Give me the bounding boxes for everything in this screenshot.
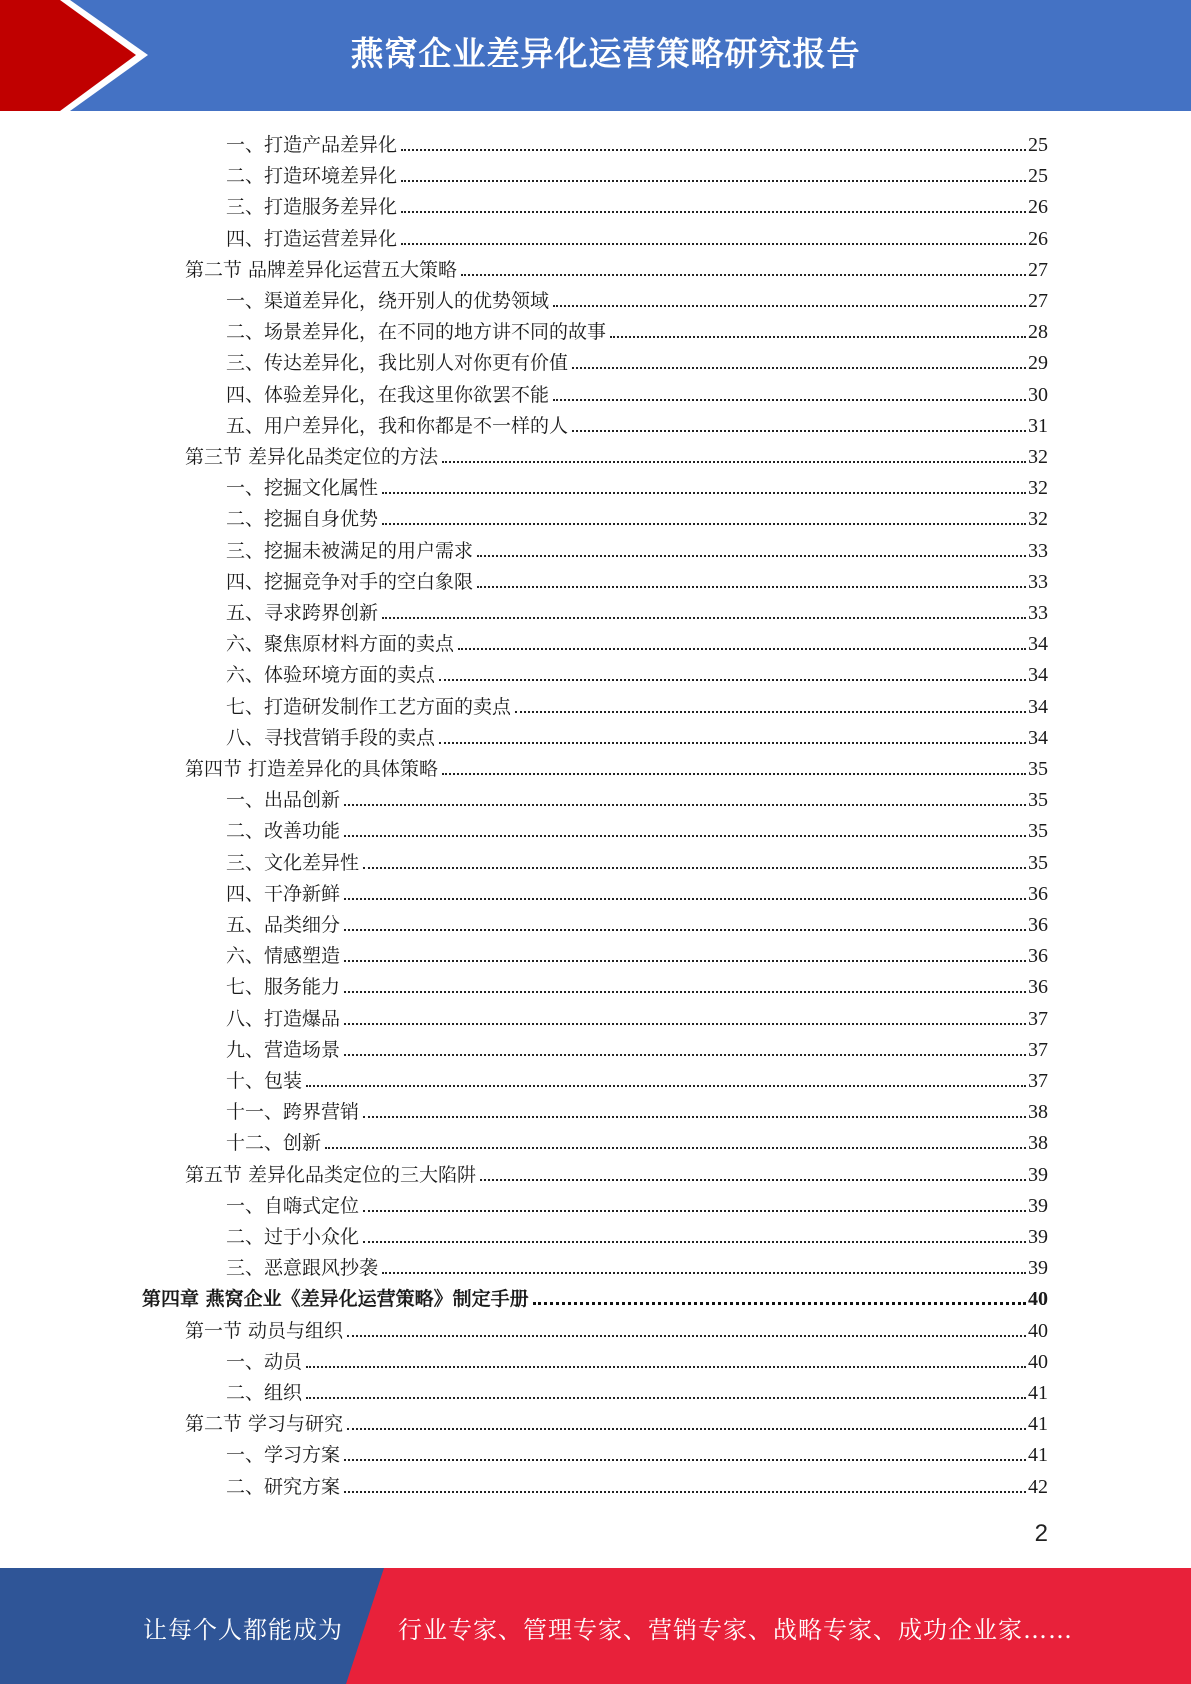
toc-entry-page: 37 [1028, 1038, 1048, 1061]
toc-entry[interactable] [226, 563, 1048, 594]
toc-dot-leader [553, 305, 1026, 307]
toc-dot-leader [344, 929, 1026, 931]
toc-entry[interactable] [226, 1124, 1048, 1155]
toc-dot-leader [515, 711, 1026, 713]
toc-dot-leader [344, 1491, 1026, 1493]
toc-dot-leader [553, 399, 1026, 401]
toc-entry-title: 一、自嗨式定位 [226, 1194, 360, 1217]
toc-dot-leader [401, 149, 1026, 151]
toc-entry-title: 一、挖掘文化属性 [226, 477, 379, 500]
toc-entry[interactable] [226, 126, 1048, 157]
toc-entry[interactable] [226, 719, 1048, 750]
toc-dot-leader [344, 1459, 1026, 1461]
toc-entry-page: 33 [1028, 539, 1048, 562]
toc-entry-page: 27 [1028, 290, 1048, 312]
toc-dot-leader [477, 586, 1026, 588]
toc-entry-page: 33 [1028, 602, 1048, 624]
toc-entry[interactable] [185, 251, 1048, 282]
toc-entry-title: 第四章 燕窝企业《差异化运营策略》制定手册 [142, 1288, 529, 1311]
toc-entry[interactable] [226, 812, 1048, 843]
toc-entry-title: 二、改善功能 [226, 820, 341, 843]
toc-dot-leader [477, 555, 1026, 557]
toc-entry-title: 三、挖掘未被满足的用户需求 [226, 539, 474, 562]
toc-entry-page: 35 [1028, 851, 1048, 874]
toc-dot-leader [610, 336, 1026, 338]
toc-entry-page: 27 [1028, 258, 1048, 281]
toc-dot-leader [363, 867, 1026, 869]
toc-entry-title: 四、干净新鲜 [226, 882, 341, 905]
toc-entry-page: 36 [1028, 914, 1048, 936]
page-number: 2 [1034, 1520, 1048, 1547]
toc-entry[interactable] [226, 157, 1048, 188]
toc-entry[interactable] [226, 656, 1048, 687]
toc-entry[interactable] [226, 407, 1048, 438]
toc-entry-page: 26 [1028, 227, 1048, 250]
toc-entry-title: 二、组织 [226, 1382, 303, 1404]
toc-entry-page: 39 [1028, 1257, 1048, 1280]
toc-entry[interactable] [226, 594, 1048, 625]
footer-slogan-right: 行业专家、管理专家、营销专家、战略专家、成功企业家…… [398, 1616, 1073, 1644]
toc-entry[interactable] [185, 1405, 1048, 1436]
toc-entry-page: 34 [1028, 664, 1048, 687]
page-title: 燕窝企业差异化运营策略研究报告 [350, 34, 861, 73]
toc-entry-page: 30 [1028, 383, 1048, 406]
toc-entry[interactable] [226, 1031, 1048, 1062]
toc-dot-leader [344, 804, 1026, 806]
toc-entry-title: 五、寻求跨界创新 [226, 602, 379, 624]
toc-dot-leader [401, 180, 1026, 182]
toc-entry-page: 40 [1028, 1350, 1048, 1373]
toc-entry[interactable] [185, 750, 1048, 781]
toc-entry[interactable] [226, 1187, 1048, 1218]
toc-dot-leader [458, 648, 1026, 650]
toc-dot-leader [344, 898, 1026, 900]
toc-entry-title: 一、渠道差异化，绕开别人的优势领域 [226, 290, 550, 312]
toc-entry[interactable] [226, 968, 1048, 999]
toc-entry-title: 十一、跨界营销 [226, 1101, 360, 1124]
toc-entry-page: 38 [1028, 1101, 1048, 1124]
toc-dot-leader [363, 1210, 1026, 1212]
toc-entry-title: 七、打造研发制作工艺方面的卖点 [226, 695, 512, 718]
toc-dot-leader [401, 211, 1026, 213]
toc-entry-title: 六、体验环境方面的卖点 [226, 664, 436, 687]
toc-entry-title: 三、传达差异化，我比别人对你更有价值 [226, 352, 569, 375]
toc-entry[interactable] [226, 1218, 1048, 1249]
footer-slogan-left: 让每个人都能成为 [143, 1616, 343, 1644]
toc-dot-leader [382, 1272, 1026, 1274]
toc-entry-title: 二、过于小众化 [226, 1226, 360, 1248]
toc-entry-page: 41 [1028, 1382, 1048, 1404]
toc-dot-leader [480, 1179, 1026, 1181]
toc-dot-leader [442, 773, 1026, 775]
toc-entry-title: 八、寻找营销手段的卖点 [226, 726, 436, 749]
toc-entry-title: 第二节 学习与研究 [185, 1413, 344, 1436]
toc-entry-page: 40 [1028, 1288, 1048, 1311]
toc-entry[interactable] [226, 1000, 1048, 1031]
toc-entry-page: 29 [1028, 352, 1048, 375]
toc-entry-title: 四、挖掘竞争对手的空白象限 [226, 570, 474, 593]
toc-entry-page: 39 [1028, 1194, 1048, 1217]
toc-entry-title: 一、出品创新 [226, 789, 341, 812]
toc-entry-page: 25 [1028, 134, 1048, 156]
toc-entry[interactable] [226, 937, 1048, 968]
toc-entry[interactable] [226, 1062, 1048, 1093]
toc-entry-title: 二、打造环境差异化 [226, 165, 398, 188]
toc-entry-title: 八、打造爆品 [226, 1007, 341, 1030]
toc-entry[interactable] [226, 906, 1048, 937]
toc-dot-leader [363, 1241, 1026, 1243]
toc-entry[interactable] [226, 282, 1048, 313]
toc-dot-leader [325, 1147, 1026, 1149]
toc-entry-page: 34 [1028, 695, 1048, 718]
toc-entry-page: 36 [1028, 945, 1048, 968]
toc-dot-leader [382, 523, 1026, 525]
toc-entry-page: 34 [1028, 726, 1048, 749]
toc-entry[interactable] [226, 1343, 1048, 1374]
toc-entry-page: 33 [1028, 570, 1048, 593]
toc-entry[interactable] [226, 220, 1048, 251]
toc-entry-page: 37 [1028, 1070, 1048, 1092]
toc-entry-page: 41 [1028, 1413, 1048, 1436]
toc-dot-leader [344, 1054, 1026, 1056]
toc-entry-page: 35 [1028, 758, 1048, 780]
toc-dot-leader [306, 1366, 1026, 1368]
toc-dot-leader [442, 461, 1026, 463]
toc-entry-page: 26 [1028, 196, 1048, 219]
toc-entry-title: 二、场景差异化，在不同的地方讲不同的故事 [226, 321, 607, 344]
toc-entry-title: 五、品类细分 [226, 914, 341, 936]
toc-entry-title: 十二、创新 [226, 1132, 322, 1155]
toc-entry-page: 38 [1028, 1132, 1048, 1155]
toc-dot-leader [306, 1397, 1026, 1399]
toc-entry[interactable] [226, 188, 1048, 219]
toc-entry-title: 七、服务能力 [226, 976, 341, 999]
page-footer [0, 1568, 1191, 1684]
toc-entry[interactable] [226, 625, 1048, 656]
toc-entry-page: 32 [1028, 446, 1048, 468]
toc-entry-title: 第二节 品牌差异化运营五大策略 [185, 258, 458, 281]
toc-entry-title: 三、恶意跟风抄袭 [226, 1257, 379, 1280]
toc-dot-leader [344, 991, 1026, 993]
toc-entry-title: 九、营造场景 [226, 1038, 341, 1061]
toc-entry-title: 第一节 动员与组织 [185, 1319, 344, 1342]
toc-entry-title: 第三节 差异化品类定位的方法 [185, 446, 439, 468]
toc-entry[interactable] [185, 1156, 1048, 1187]
toc-entry-page: 31 [1028, 414, 1048, 437]
toc-entry[interactable] [185, 1312, 1048, 1343]
toc-dot-leader [533, 1302, 1026, 1305]
toc-entry-page: 34 [1028, 633, 1048, 656]
toc-dot-leader [439, 742, 1026, 744]
toc-entry-title: 第四节 打造差异化的具体策略 [185, 758, 439, 780]
toc-dot-leader [347, 1428, 1026, 1430]
toc-dot-leader [401, 243, 1026, 245]
toc-entry[interactable] [226, 1468, 1048, 1499]
toc-entry-page: 35 [1028, 820, 1048, 843]
toc-entry-title: 四、体验差异化，在我这里你欲罢不能 [226, 383, 550, 406]
toc-entry[interactable] [226, 1436, 1048, 1467]
page-header [0, 0, 1191, 111]
toc-entry-page: 35 [1028, 789, 1048, 812]
toc-entry-title: 第五节 差异化品类定位的三大陷阱 [185, 1163, 477, 1186]
toc-entry-title: 四、打造运营差异化 [226, 227, 398, 250]
toc-entry-page: 36 [1028, 882, 1048, 905]
toc-entry-page: 41 [1028, 1444, 1048, 1467]
toc-dot-leader [344, 960, 1026, 962]
toc-dot-leader [347, 1335, 1026, 1337]
toc-dot-leader [344, 1023, 1026, 1025]
toc-entry[interactable] [226, 344, 1048, 375]
toc-dot-leader [439, 679, 1026, 681]
toc-entry[interactable] [185, 438, 1048, 469]
toc-entry[interactable] [226, 532, 1048, 563]
toc-entry[interactable] [226, 1093, 1048, 1124]
toc-entry-page: 37 [1028, 1007, 1048, 1030]
toc-entry-title: 五、用户差异化，我和你都是不一样的人 [226, 414, 569, 437]
toc-dot-leader [572, 430, 1026, 432]
toc-entry-title: 六、聚焦原材料方面的卖点 [226, 633, 455, 656]
toc-entry[interactable] [226, 376, 1048, 407]
toc-entry[interactable] [226, 1374, 1048, 1405]
toc-entry[interactable] [226, 688, 1048, 719]
toc-entry-page: 28 [1028, 321, 1048, 344]
toc-dot-leader [461, 274, 1026, 276]
toc-entry-page: 32 [1028, 508, 1048, 531]
toc-entry-page: 40 [1028, 1319, 1048, 1342]
toc-entry[interactable] [226, 1249, 1048, 1280]
toc-entry[interactable] [226, 313, 1048, 344]
toc-entry[interactable] [226, 844, 1048, 875]
toc-entry-title: 十、包装 [226, 1070, 303, 1092]
toc-entry[interactable] [142, 1280, 1048, 1311]
toc-dot-leader [382, 492, 1026, 494]
toc-entry-page: 36 [1028, 976, 1048, 999]
toc-dot-leader [363, 1116, 1026, 1118]
toc-entry-page: 39 [1028, 1163, 1048, 1186]
toc-entry-title: 一、学习方案 [226, 1444, 341, 1467]
toc-entry-title: 二、挖掘自身优势 [226, 508, 379, 531]
toc-dot-leader [382, 617, 1026, 619]
toc-entry-page: 39 [1028, 1226, 1048, 1248]
toc-entry[interactable] [226, 875, 1048, 906]
toc-entry-title: 一、动员 [226, 1350, 303, 1373]
toc-entry-title: 三、文化差异性 [226, 851, 360, 874]
toc-dot-leader [344, 835, 1026, 837]
toc-entry-page: 42 [1028, 1475, 1048, 1498]
toc-entry-title: 二、研究方案 [226, 1475, 341, 1498]
toc-entry[interactable] [226, 469, 1048, 500]
toc-entry-page: 25 [1028, 165, 1048, 188]
toc-entry-title: 六、情感塑造 [226, 945, 341, 968]
toc-dot-leader [572, 367, 1026, 369]
toc-entry[interactable] [226, 781, 1048, 812]
toc-dot-leader [306, 1085, 1026, 1087]
toc-entry-title: 三、打造服务差异化 [226, 196, 398, 219]
toc-entry-title: 一、打造产品差异化 [226, 134, 398, 156]
toc-entry[interactable] [226, 500, 1048, 531]
toc-entry-page: 32 [1028, 477, 1048, 500]
